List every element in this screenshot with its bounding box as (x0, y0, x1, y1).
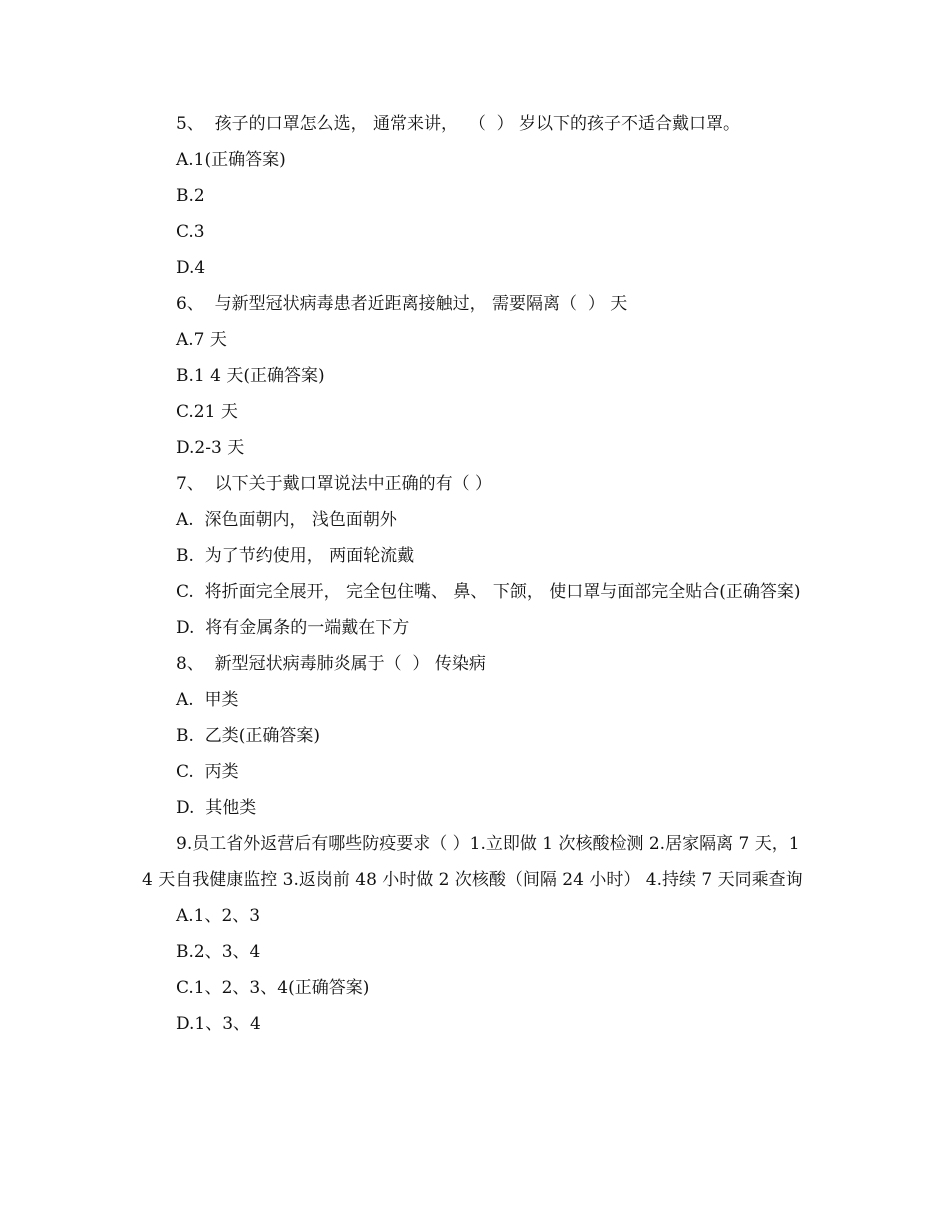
option-c: C.3 (176, 222, 205, 242)
option-d: D. 将有金属条的一端戴在下方 (176, 618, 410, 638)
option-c: C. 将折面完全展开， 完全包住嘴、 鼻、 下颌， 使口罩与面部完全贴合(正确答案) (176, 582, 801, 602)
quiz-content (142, 106, 807, 1042)
option-d: D. 其他类 (176, 798, 257, 818)
option-b: B. 为了节约使用， 两面轮流戴 (176, 546, 415, 566)
option-a: A. 甲类 (176, 690, 239, 710)
question-6 (142, 286, 807, 466)
question-stem: 8、 新型冠状病毒肺炎属于（ ） 传染病 (176, 654, 486, 674)
option-b: B.2、3、4 (176, 942, 261, 962)
question-7 (142, 466, 807, 646)
option-c: C.21 天 (176, 402, 238, 422)
option-d: D.1、3、4 (176, 1014, 261, 1034)
question-stem: 5、 孩子的口罩怎么选， 通常来讲， （ ） 岁以下的孩子不适合戴口罩。 (176, 114, 741, 134)
question-5 (142, 106, 807, 286)
option-a: A.1(正确答案) (176, 150, 286, 170)
option-a: A. 深色面朝内， 浅色面朝外 (176, 510, 397, 530)
option-d: D.4 (176, 258, 206, 278)
question-8 (142, 646, 807, 826)
option-a: A.7 天 (176, 330, 227, 350)
option-b: B. 乙类(正确答案) (176, 726, 320, 746)
option-d: D.2-3 天 (176, 438, 245, 458)
option-c: C.1、2、3、4(正确答案) (176, 978, 370, 998)
question-stem: 9.员工省外返营后有哪些防疫要求（ ）1.立即做 1 次核酸检测 2.居家隔离 7 天，14 天自我健康监控 3.返岗前 48 小时做 2 次核酸（间隔 24 小时） 4.持续 7 天同乘查询 (142, 834, 803, 890)
question-9 (142, 826, 807, 1042)
option-b: B.1 4 天(正确答案) (176, 366, 325, 386)
option-b: B.2 (176, 186, 205, 206)
option-a: A.1、2、3 (176, 906, 261, 926)
option-c: C. 丙类 (176, 762, 239, 782)
question-stem: 6、 与新型冠状病毒患者近距离接触过， 需要隔离（ ） 天 (176, 294, 628, 314)
question-stem: 7、 以下关于戴口罩说法中正确的有（ ） (176, 474, 493, 494)
